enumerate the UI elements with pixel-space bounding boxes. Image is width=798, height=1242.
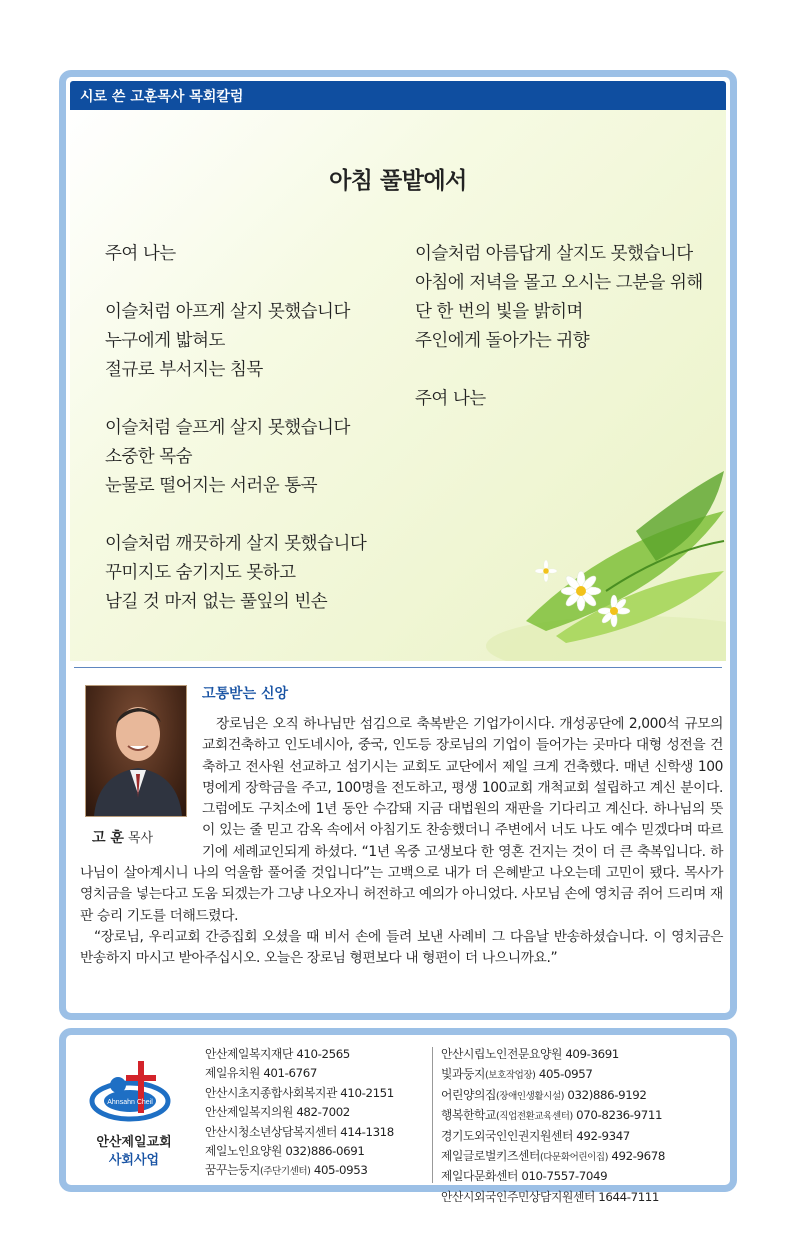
poem-right-column	[415, 240, 703, 443]
poem-line: 눈물로 떨어지는 서러운 통곡	[105, 476, 318, 496]
contact-item: 제일글로벌키즈센터(다문화어린이집) 492-9678	[441, 1149, 665, 1164]
poem-line: 소중한 목숨	[105, 447, 193, 467]
poem-line: 이슬처럼 아름답게 살지도 못했습니다	[415, 244, 693, 264]
contact-item: 꿈꾸는둥지(주단기센터) 405-0953	[205, 1163, 368, 1178]
contact-item: 제일노인요양원 032)886-0691	[205, 1144, 365, 1159]
contact-item: 안산제일복지재단 410-2565	[205, 1047, 350, 1061]
contact-list-right	[441, 1045, 665, 1208]
org-name: 안산제일교회	[96, 1135, 172, 1150]
column-body	[80, 714, 723, 970]
poem-line: 꾸미지도 숨기지도 못하고	[105, 563, 296, 583]
poem-stanza	[105, 240, 366, 269]
poem-left-column	[105, 240, 366, 646]
poem-line: 아침에 저녁을 몰고 오시는 그분을 위해	[415, 273, 703, 293]
contact-list-left	[205, 1045, 394, 1182]
poem-stanza	[415, 240, 703, 356]
church-logo-icon	[88, 1057, 178, 1127]
poem-line: 절규로 부서지는 침묵	[105, 360, 263, 380]
poem-line: 주여 나는	[415, 389, 486, 409]
poem-line: 주인에게 돌아가는 귀향	[415, 331, 590, 351]
daisy-flower	[561, 571, 601, 611]
section-divider	[74, 667, 722, 668]
column-heading: 고통받는 신앙	[202, 686, 289, 702]
poem-stanza	[415, 385, 703, 414]
contact-item: 제일다문화센터 010-7557-7049	[441, 1169, 608, 1184]
column-header-label: 시로 쓴 고훈목사 목회칼럼	[80, 89, 244, 105]
org-subtitle: 사회사업	[108, 1153, 160, 1168]
poem-line: 누구에게 밟혀도	[105, 331, 225, 351]
poem-section	[70, 110, 726, 661]
leaf-flower-illustration	[486, 471, 726, 661]
contact-item: 안산시립노인전문요양원 409-3691	[441, 1047, 619, 1061]
author-title: 목사	[127, 831, 154, 846]
column-paragraph: 장로님은 오직 하나님만 섬김으로 축복받은 기업가이시다. 개성공단에 2,000석 규모의 교회건축하고 인도네시아, 중국, 인도등 장로님의 기업이 들어가는 곳마다 대형 성전을 건축하고 전사원 선교하고 섬기시는 교회도 교단에서 제일 크게 건축했다. 매년 신학생 100명에게 장학금을 주고, 100명을 전도하고, 평생 100교회 개척교회 설립하고 계신 분이다. 그럼에도 구치소에 1년 동안 수감돼 지금 대법원의 재판을 기다리고 계신다. 하나님의 뜻이 있는 줄 믿고 감옥 속에서 아침기도 찬송했더니 주변에서 너도 나도 예수 믿겠다며 따르기에 세례교인되게 하셨다. “1년 옥중 고생보다 한 영혼 건지는 것이 더 큰 축복입니다. 하나님이 살아계시니 나의 억울함 풀어줄 것입니다”는 고백으로 내가 더 은혜받고 나오는데 고민이 됐다. 목사가 영치금을 넣는다고 도움 되겠는가 그냥 나오자니 허전하고 예의가 아니었다. 사모님 손에 영치금 쥐어 드리며 재판 승리 기도를 더해드렸다.	[80, 716, 723, 924]
contact-item: 어린양의집(장애인생활시설) 032)886-9192	[441, 1087, 647, 1102]
contact-item: 안산제일복지의원 482-7002	[205, 1105, 350, 1120]
poem-title: 아침 풀밭에서	[329, 168, 467, 194]
contact-item: 빛과둥지(보호작업장) 405-0957	[441, 1067, 593, 1082]
contact-item: 행복한학교(직업전환교육센터) 070-8236-9711	[441, 1108, 663, 1123]
poem-stanza	[105, 298, 366, 385]
column-separator	[432, 1047, 433, 1183]
poem-line: 이슬처럼 슬프게 살지 못했습니다	[105, 418, 350, 438]
contact-item: 경기도외국인인권지원센터 492-9347	[441, 1128, 630, 1143]
poem-line: 이슬처럼 아프게 살지 못했습니다	[105, 302, 350, 322]
contact-item: 안산시외국인주민상담지원센터 1644-7111	[441, 1189, 660, 1204]
logo-text: Ahnsahn Cheil	[107, 1099, 153, 1106]
contact-item: 제일유치원 401-6767	[205, 1066, 317, 1081]
contact-item: 안산시초지종합사회복지관 410-2151	[205, 1085, 394, 1100]
poem-line: 남길 것 마저 없는 풀잎의 빈손	[105, 592, 328, 612]
daisy-flower	[535, 560, 557, 582]
author-name: 고 훈	[92, 830, 124, 846]
poem-line: 주여 나는	[105, 244, 176, 264]
column-paragraph: “장로님, 우리교회 간증집회 오셨을 때 비서 손에 들려 보낸 사례비 그 다음날 반송하셨습니다. 이 영치금은 반송하지 마시고 받아주십시오. 오늘은 장로님 형편보다 내 형편이 더 나으니까요.”	[80, 928, 723, 967]
poem-stanza	[105, 414, 366, 501]
column-card	[59, 70, 737, 1020]
poem-stanza	[105, 530, 366, 617]
directory-card	[59, 1028, 737, 1204]
poem-line: 이슬처럼 깨끗하게 살지 못했습니다	[105, 534, 367, 554]
poem-line: 단 한 번의 빛을 밝히며	[415, 302, 583, 322]
column-header-bar	[70, 81, 726, 110]
contact-item: 안산시청소년상담복지센터 414-1318	[205, 1124, 394, 1139]
